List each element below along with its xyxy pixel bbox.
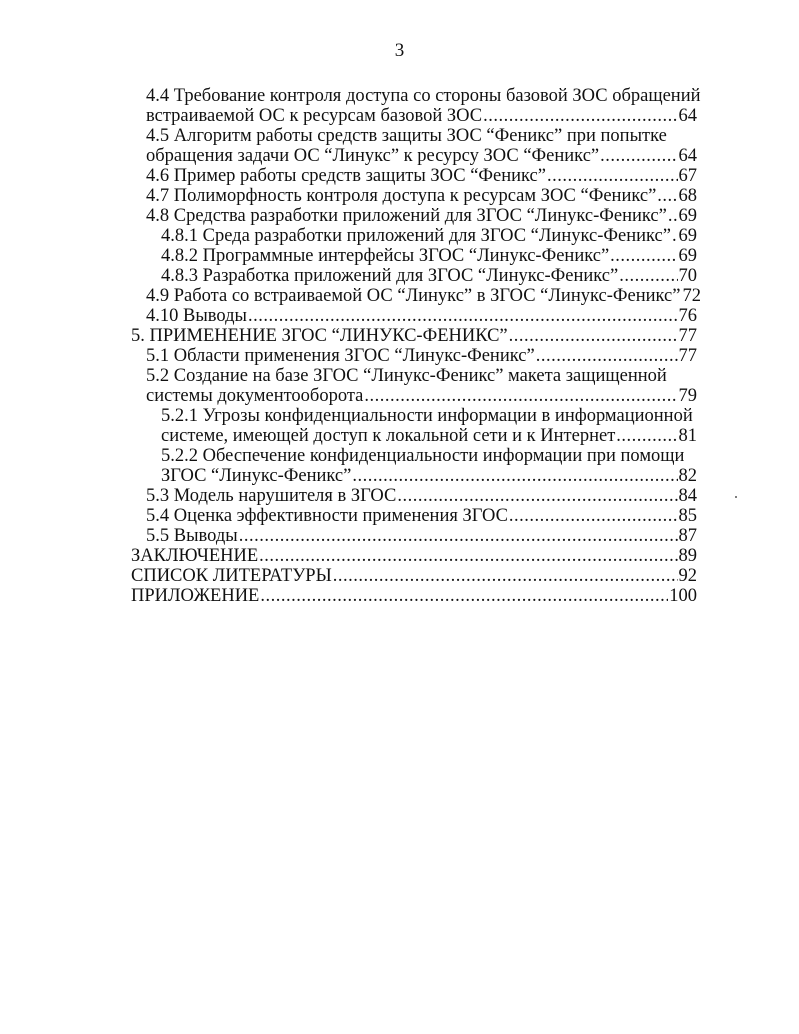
toc-entry-title: 5. ПРИМЕНЕНИЕ ЗГОС “ЛИНУКС-ФЕНИКС” [131,326,508,346]
toc-entry-line [161,266,697,286]
toc-entry-title: 5.4 Оценка эффективности применения ЗГОС [146,506,508,526]
page-number: 3 [394,40,405,61]
toc-dot-leader [509,506,678,526]
toc-entry-line [161,406,697,426]
toc-page-number: 69 [678,246,697,266]
toc-page-number: 87 [678,526,697,546]
toc-entry [131,226,697,246]
toc-page-number: 81 [678,426,697,446]
toc-entry-title: 4.7 Полиморфность контроля доступа к ресурсам ЗОС “Феникс” [146,186,657,206]
toc-entry [131,526,697,546]
toc-entry-title: 4.8.2 Программные интерфейсы ЗГОС “Линукс-Феникс” [161,246,610,266]
toc-entry-line [146,366,697,386]
toc-entry [131,346,697,366]
toc-entry [131,286,701,306]
toc-dot-leader [333,566,678,586]
toc-page-number: 70 [678,266,697,286]
toc-page-number: 64 [678,106,697,126]
toc-page-number: 84 [678,486,697,506]
toc-entry-line [146,306,697,326]
toc-entry-title: 5.3 Модель нарушителя в ЗГОС [146,486,397,506]
toc-page-number: 67 [678,166,697,186]
toc-entry-line [146,106,697,126]
toc-entry-title: 4.8 Средства разработки приложений для ЗГОС “Линукс-Феникс” [146,206,667,226]
toc-page-number: 69 [678,206,697,226]
toc-dot-leader [397,486,677,506]
toc-entry-title: 5.5 Выводы [146,526,238,546]
toc-entry-title: 5.2.1 Угрозы конфиденциальности информации в информационной [161,406,693,426]
toc-entry [131,506,697,526]
toc-entry [131,126,697,166]
toc-entry [131,306,697,326]
toc-entry-line [161,246,697,266]
toc-dot-leader [672,226,678,246]
toc-entry-title: 4.6 Пример работы средств защиты ЗОС “Феникс” [146,166,546,186]
toc-entry-title: системе, имеющей доступ к локальной сети и к Интернет [161,426,616,446]
toc-entry-line [146,526,697,546]
toc-dot-leader [509,326,678,346]
toc-entry [131,486,697,506]
toc-entry-line [131,566,697,586]
toc-dot-leader [536,346,678,366]
toc-dot-leader [260,586,668,606]
toc-entry [131,246,697,266]
toc-entry-line [131,586,697,606]
toc-entry-title: 5.1 Области применения ЗГОС “Линукс-Феникс” [146,346,535,366]
toc-entry-line [146,506,697,526]
toc-entry [131,86,701,126]
toc-entry-line [146,346,697,366]
toc-entry-title: ЗАКЛЮЧЕНИЕ [131,546,259,566]
toc-entry-line [161,426,697,446]
toc-entry-title: ЗГОС “Линукс-Феникс” [161,466,352,486]
toc-dot-leader [657,186,677,206]
toc-entry-title: 4.5 Алгоритм работы средств защиты ЗОС “Феникс” при попытке [146,126,667,146]
toc-entry-title: 4.10 Выводы [146,306,247,326]
toc-entry-line [146,86,701,106]
toc-entry-title: 5.2.2 Обеспечение конфиденциальности информации при помощи [161,446,685,466]
toc-page-number: 76 [678,306,697,326]
toc-dot-leader [600,146,677,166]
toc-page-number: 77 [678,346,697,366]
toc-entry-title: 4.8.3 Разработка приложений для ЗГОС “Линукс-Феникс” [161,266,619,286]
toc-entry [131,546,697,566]
toc-dot-leader [668,206,678,226]
toc-entry-line [131,326,697,346]
toc-page-number: 64 [678,146,697,166]
toc-entry-line [146,286,701,306]
toc-entry-line [146,186,697,206]
toc-entry-title: встраиваемой ОС к ресурсам базовой ЗОС [146,106,483,126]
table-of-contents [131,86,701,606]
toc-page-number: 72 [682,286,701,306]
toc-entry [131,186,697,206]
toc-entry [131,566,697,586]
toc-entry [131,406,697,446]
toc-entry [131,206,697,226]
toc-page-number: 82 [678,466,697,486]
toc-page-number: 68 [678,186,697,206]
toc-page-number: 85 [678,506,697,526]
toc-entry-line [146,126,697,146]
toc-page-number: 79 [678,386,697,406]
toc-dot-leader [610,246,677,266]
toc-entry-title: обращения задачи ОС “Линукс” к ресурсу ЗОС “Феникс” [146,146,600,166]
toc-entry [131,266,697,286]
toc-dot-leader [483,106,677,126]
toc-entry-line [146,206,697,226]
toc-dot-leader [239,526,678,546]
toc-page-number: 89 [678,546,697,566]
toc-dot-leader [259,546,677,566]
toc-entry-line [161,446,697,466]
toc-entry-line [146,166,697,186]
toc-entry-line [146,386,697,406]
toc-entry-title: СПИСОК ЛИТЕРАТУРЫ [131,566,332,586]
toc-dot-leader [616,426,677,446]
toc-page-number: 100 [669,586,697,606]
toc-dot-leader [364,386,677,406]
scan-speck [735,496,737,498]
toc-page-number: 69 [678,226,697,246]
toc-entry [131,446,697,486]
toc-dot-leader [547,166,678,186]
toc-entry [131,366,697,406]
toc-entry-title: ПРИЛОЖЕНИЕ [131,586,260,606]
toc-dot-leader [248,306,678,326]
toc-dot-leader [619,266,677,286]
toc-entry-title: 4.9 Работа со встраиваемой ОС “Линукс” в ЗГОС “Линукс-Феникс” [146,286,681,306]
toc-entry-line [161,226,697,246]
toc-page-number: 77 [678,326,697,346]
toc-entry-line [131,546,697,566]
toc-entry-title: 4.8.1 Среда разработки приложений для ЗГОС “Линукс-Феникс” [161,226,671,246]
toc-entry [131,326,697,346]
toc-entry-title: системы документооборота [146,386,364,406]
toc-page-number: 92 [678,566,697,586]
toc-dot-leader [352,466,677,486]
toc-entry-line [146,486,697,506]
toc-entry [131,166,697,186]
toc-entry-line [146,146,697,166]
toc-entry [131,586,697,606]
toc-entry-title: 4.4 Требование контроля доступа со стороны базовой ЗОС обращений [146,86,701,106]
toc-entry-line [161,466,697,486]
toc-entry-title: 5.2 Создание на базе ЗГОС “Линукс-Феникс” макета защищенной [146,366,667,386]
